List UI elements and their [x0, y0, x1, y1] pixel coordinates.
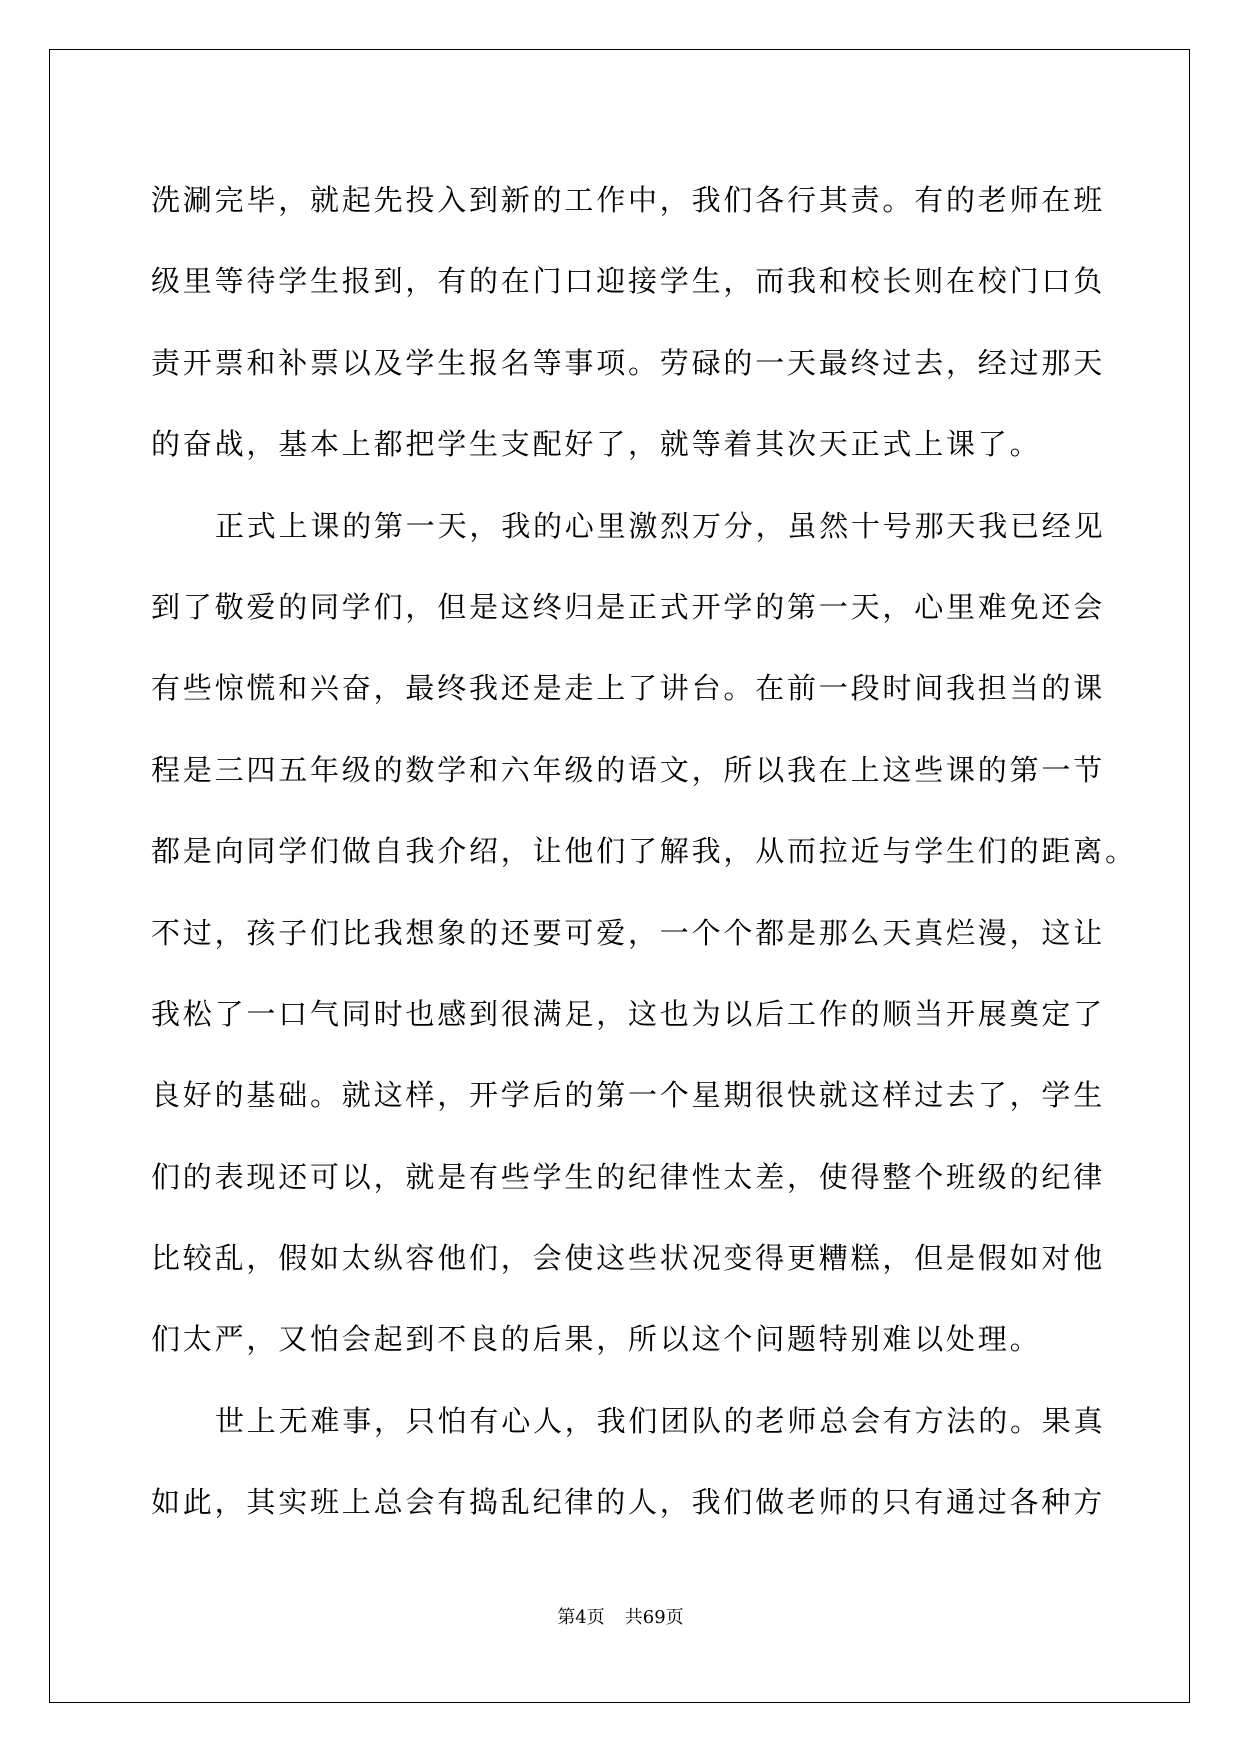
text-line: 级里等待学生报到，有的在门口迎接学生，而我和校长则在校门口负	[151, 264, 1106, 299]
text-line: 我松了一口气同时也感到很满足，这也为以后工作的顺当开展奠定了	[151, 996, 1106, 1031]
text-line: 有些惊慌和兴奋，最终我还是走上了讲台。在前一段时间我担当的课	[151, 671, 1106, 706]
text-line: 们太严，又怕会起到不良的后果，所以这个问题特别难以处理。	[151, 1322, 1042, 1357]
text-line: 不过，孩子们比我想象的还要可爱，一个个都是那么天真烂漫，这让	[151, 915, 1106, 950]
text-line: 良好的基础。就这样，开学后的第一个星期很快就这样过去了，学生	[151, 1078, 1106, 1113]
page-footer	[0, 1603, 1241, 1629]
paragraph-3	[151, 1381, 1106, 1544]
text-line: 世上无难事，只怕有心人，我们团队的老师总会有方法的。果真	[215, 1403, 1106, 1438]
document-body	[151, 160, 1137, 1544]
text-line: 程是三四五年级的数学和六年级的语文，所以我在上这些课的第一节	[151, 752, 1106, 787]
paragraph-1	[151, 160, 1106, 486]
text-line: 正式上课的第一天，我的心里激烈万分，虽然十号那天我已经见	[215, 508, 1106, 543]
page-number: 第4页	[557, 1607, 605, 1628]
text-line: 到了敬爱的同学们，但是这终归是正式开学的第一天，心里难免还会	[151, 589, 1106, 624]
text-line: 们的表现还可以，就是有些学生的纪律性太差，使得整个班级的纪律	[151, 1159, 1106, 1194]
text-line: 洗涮完毕，就起先投入到新的工作中，我们各行其责。有的老师在班	[151, 183, 1106, 217]
text-line: 比较乱，假如太纵容他们，会使这些状况变得更糟糕，但是假如对他	[151, 1241, 1106, 1276]
page-total: 共69页	[624, 1607, 684, 1628]
text-line: 都是向同学们做自我介绍，让他们了解我，从而拉近与学生们的距离。	[151, 834, 1137, 869]
paragraph-2	[151, 486, 1137, 1381]
text-line: 责开票和补票以及学生报名等事项。劳碌的一天最终过去，经过那天	[151, 345, 1106, 380]
text-line: 如此，其实班上总会有捣乱纪律的人，我们做老师的只有通过各种方	[151, 1485, 1106, 1520]
text-line: 的奋战，基本上都把学生支配好了，就等着其次天正式上课了。	[151, 427, 1042, 462]
